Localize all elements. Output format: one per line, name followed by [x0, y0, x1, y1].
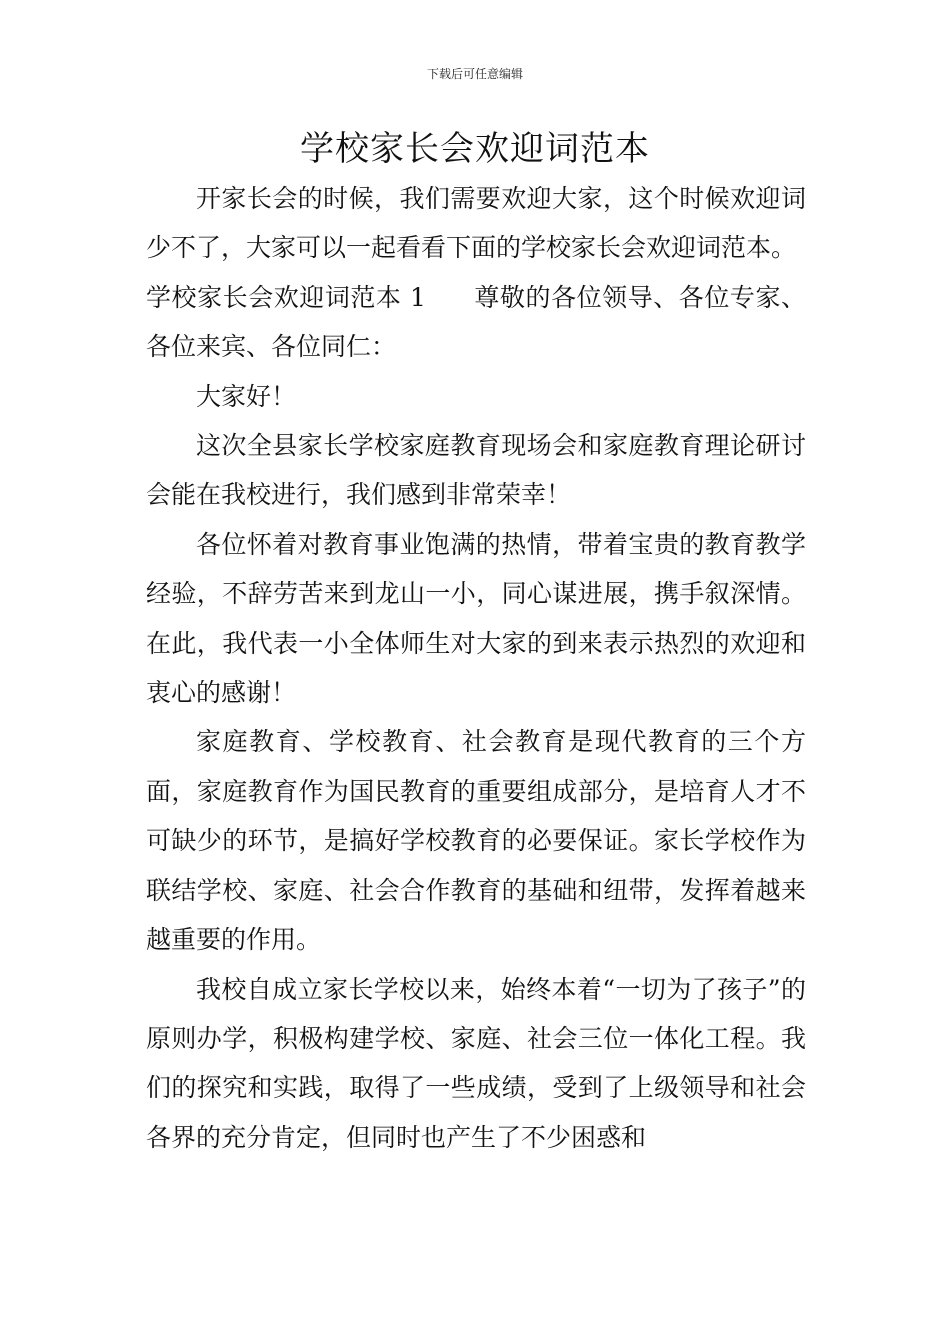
- section-label: 学校家长会欢迎词范本 1: [146, 282, 426, 312]
- body-paragraph-4: 我校自成立家长学校以来，始终本着“一切为了孩子”的原则办学，积极构建学校、家庭、社会三位一体化工程。我们的探究和实践，取得了一些成绩，受到了上级领导和社会各界的充分肯定，但同时也产生了不少困惑和: [146, 974, 806, 1152]
- body-paragraph-1: 这次全县家长学校家庭教育现场会和家庭教育理论研讨会能在我校进行，我们感到非常荣幸！: [146, 431, 806, 510]
- document-title: 学校家长会欢迎词范本: [300, 129, 650, 169]
- header-note: 下载后可任意编辑: [426, 67, 523, 81]
- intro-paragraph: 开家长会的时候，我们需要欢迎大家，这个时候欢迎词少不了，大家可以一起看看下面的学校家长会欢迎词范本。: [146, 184, 806, 263]
- document-body: [146, 174, 806, 1162]
- section-heading-line: [146, 273, 806, 372]
- greeting-paragraph: 大家好！: [196, 381, 297, 411]
- body-paragraph-3: 家庭教育、学校教育、社会教育是现代教育的三个方面，家庭教育作为国民教育的重要组成部分，是培育人才不可缺少的环节，是搞好学校教育的必要保证。家长学校作为联结学校、家庭、社会合作教育的基础和纽带，发挥着越来越重要的作用。: [146, 727, 806, 955]
- body-paragraph-2: 各位怀着对教育事业饱满的热情，带着宝贵的教育教学经验，不辞劳苦来到龙山一小，同心谋进展，携手叙深情。在此，我代表一小全体师生对大家的到来表示热烈的欢迎和衷心的感谢！: [146, 529, 806, 708]
- salutation: 尊敬的各位领导、各位专家、各位来宾、各位同仁：: [146, 282, 806, 362]
